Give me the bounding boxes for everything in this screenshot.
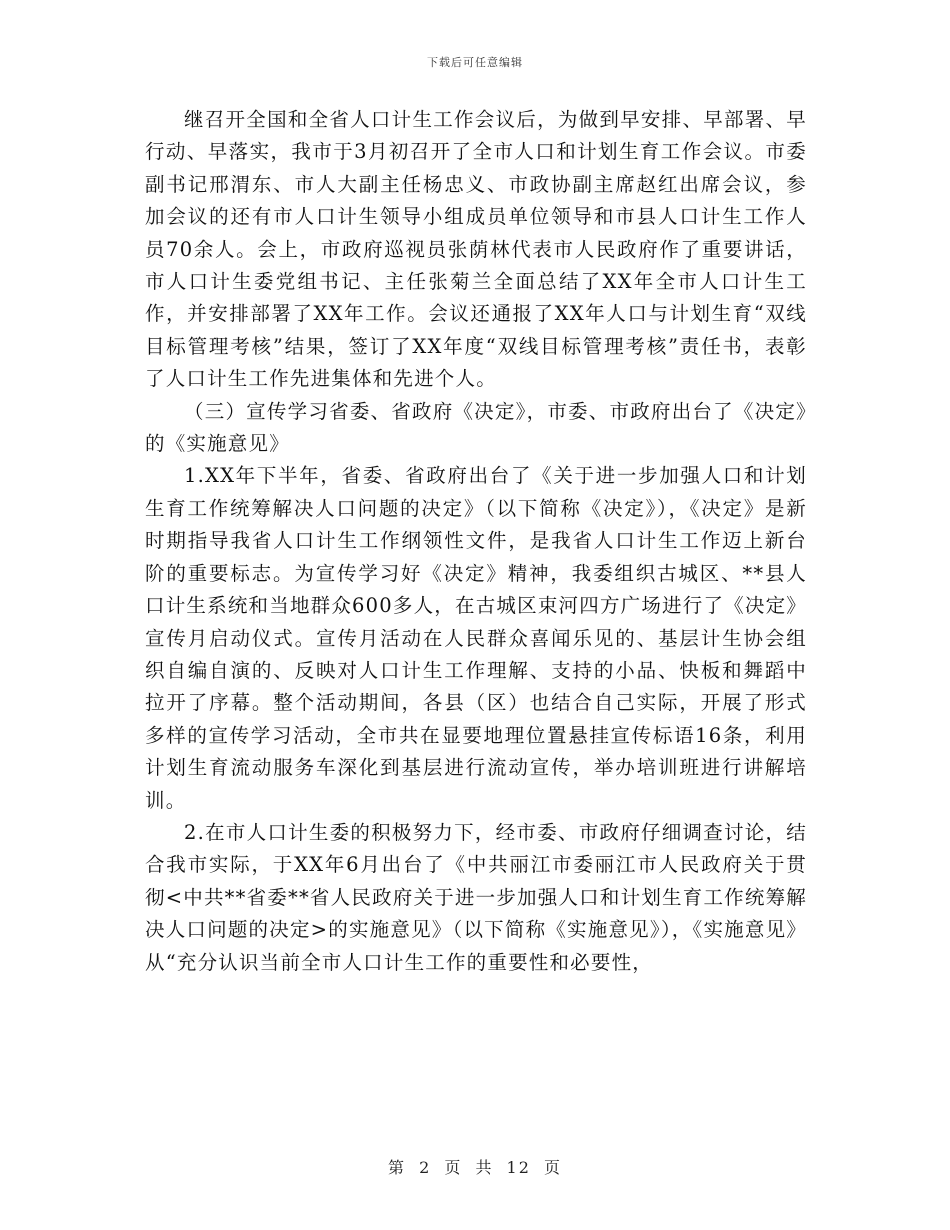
paragraph-item-1: 1.XX年下半年，省委、省政府出台了《关于进一步加强人口和计划生育工作统筹解决人口问题的决定》（以下简称《决定》），《决定》是新时期指导我省人口计生工作纲领性文件，是我省人口计生工作迈上新台阶的重要标志。为宣传学习好《决定》精神，我委组织古城区、**县人口计生系统和当地群众600多人，在古城区束河四方广场进行了《决定》宣传月启动仪式。宣传月活动在人民群众喜闻乐见的、基层计生协会组织自编自演的、反映对人口计生工作理解、支持的小品、快板和舞蹈中拉开了序幕。整个活动期间，各县（区）也结合自己实际，开展了形式多样的宣传学习活动，全市共在显要地理位置悬挂宣传标语16条，利用计划生育流动服务车深化到基层进行流动宣传，举办培训班进行讲解培训。 bbox=[145, 464, 807, 812]
section-heading: （三）宣传学习省委、省政府《决定》，市委、市政府出台了《决定》的《实施意见》 bbox=[145, 399, 807, 456]
paragraph-meeting: 继召开全国和全省人口计生工作会议后，为做到早安排、早部署、早行动、早落实，我市于3月初召开了全市人口和计划生育工作会议。市委副书记邢渭东、市人大副主任杨忠义、市政协副主席赵红出席会议，参加会议的还有市人口计生领导小组成员单位领导和市县人口计生工作人员70余人。会上，市政府巡视员张荫林代表市人民政府作了重要讲话，市人口计生委党组书记、主任张菊兰全面总结了XX年全市人口计生工作，并安排部署了XX年工作。会议还通报了XX年人口与计划生育“双线目标管理考核”结果，签订了XX年度“双线目标管理考核”责任书，表彰了人口计生工作先进集体和先进个人。 bbox=[145, 108, 807, 391]
page-header: 下载后可任意编辑 bbox=[427, 56, 523, 69]
paragraph-item-2: 2.在市人口计生委的积极努力下，经市委、市政府仔细调查讨论，结合我市实际，于XX年6月出台了《中共丽江市委丽江市人民政府关于贯彻<中共**省委**省人民政府关于进一步加强人口和计划生育工作统筹解决人口问题的决定>的实施意见》（以下简称《实施意见》），《实施意见》从“充分认识当前全市人口计生工作的重要性和必要性， bbox=[145, 820, 807, 974]
page-footer: 第 2 页 共 12 页 bbox=[388, 1158, 562, 1177]
document-body bbox=[145, 104, 807, 979]
